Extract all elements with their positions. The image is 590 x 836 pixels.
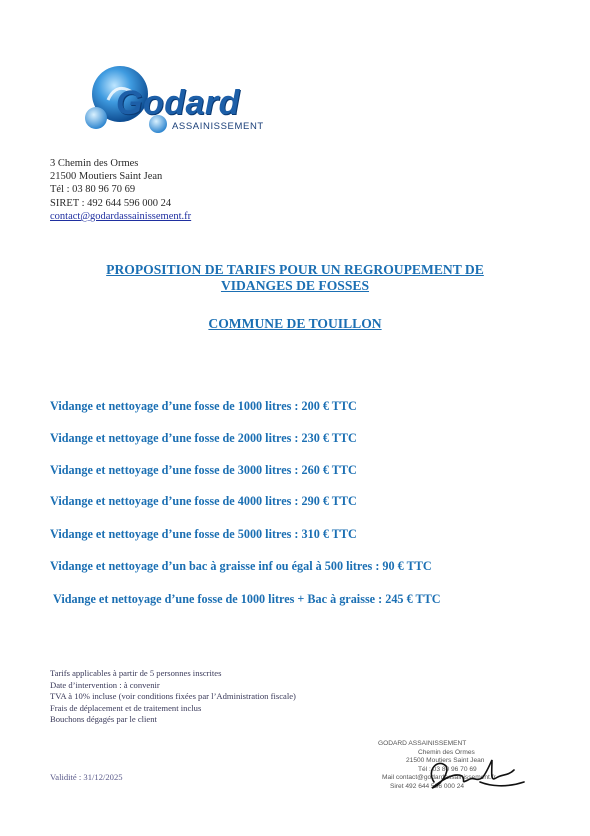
address-street: 3 Chemin des Ormes (50, 158, 139, 169)
commune-title: COMMUNE DE TOUILLON (208, 316, 382, 331)
price-line-2000l: Vidange et nettoyage d’une fosse de 2000 litres : 230 € TTC (50, 431, 357, 445)
stamp-line: Mail contact@godardassainissement.fr (382, 774, 496, 782)
price-line-fosse-bac: Vidange et nettoyage d’une fosse de 1000 litres + Bac à graisse : 245 € TTC (53, 592, 441, 606)
address-phone: Tél : 03 80 96 70 69 (50, 184, 136, 196)
stamp-line: Siret 492 644 596 000 24 (390, 782, 465, 790)
stamp-line: Chemin des Ormes (418, 748, 475, 756)
price-line-bac-graisse: Vidange et nettoyage d’un bac à graisse inf ou égal à 500 litres : 90 € TTC (50, 559, 432, 573)
document-title-line1: PROPOSITION DE TARIFS POUR UN REGROUPEMENT DE (106, 262, 484, 277)
note-item: TVA à 10% incluse (voir conditions fixées par l’Administration fiscale) (50, 691, 296, 702)
note-item: Date d’intervention : à convenir (50, 679, 160, 690)
note-item: Tarifs applicables à partir de 5 personnes inscrites (50, 668, 222, 678)
email-link[interactable]: contact@godardassainissement.fr (50, 210, 192, 222)
price-line-4000l: Vidange et nettoyage d’une fosse de 4000 litres : 290 € TTC (50, 494, 357, 508)
address-city: 21500 Moutiers Saint Jean (50, 171, 163, 183)
logo-subtitle: ASSAINISSEMENT (172, 121, 264, 132)
price-line-1000l: Vidange et nettoyage d’une fosse de 1000 litres : 200 € TTC (50, 399, 357, 413)
signature-icon (420, 752, 530, 797)
stamp-line: Tél : 03 80 96 70 69 (418, 765, 477, 773)
terms-notes (50, 668, 296, 726)
note-item: Bouchons dégagés par le client (50, 714, 157, 725)
stamp-line: 21500 Moutiers Saint Jean (406, 757, 485, 765)
validity-date: Validité : 31/12/2025 (50, 772, 123, 782)
company-address (50, 157, 191, 223)
note-item: Frais de déplacement et de traitement inclus (50, 702, 202, 713)
document-title-line2: VIDANGES DE FOSSES (220, 278, 370, 293)
price-line-3000l: Vidange et nettoyage d’une fosse de 3000 litres : 260 € TTC (50, 463, 357, 477)
stamp-line: GODARD ASSAINISSEMENT (378, 740, 467, 747)
logo-wordmark: Godard (116, 84, 240, 122)
price-line-5000l: Vidange et nettoyage d’une fosse de 5000 litres : 310 € TTC (50, 527, 357, 541)
address-siret: SIRET : 492 644 596 000 24 (50, 197, 172, 209)
